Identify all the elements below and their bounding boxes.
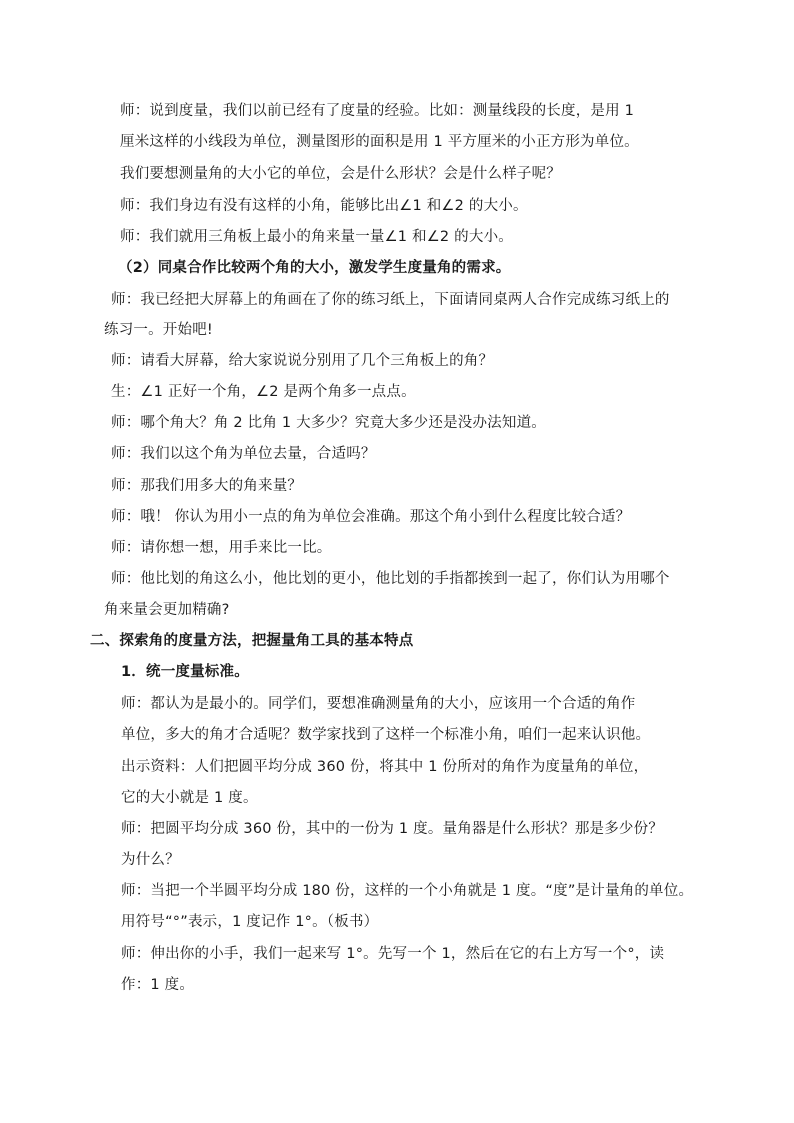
text-line-17: 角来量会更加精确? xyxy=(104,602,230,618)
text-line-5: 师：我们就用三角板上最小的角来量一量∠1 和∠2 的大小。 xyxy=(120,229,513,245)
text-line-29: 作：1 度。 xyxy=(121,977,195,993)
text-line-4: 师：我们身边有没有这样的小角，能够比出∠1 和∠2 的大小。 xyxy=(120,198,528,214)
text-line-14: 师：哦！ 你认为用小一点的角为单位会准确。那这个角小到什么程度比较合适？ xyxy=(111,509,631,525)
text-line-16: 师：他比划的角这么小，他比划的更小，他比划的手指都挨到一起了，你们认为用哪个 xyxy=(111,571,670,587)
text-line-27: 用符号“°”表示，1 度记作 1°。（板书） xyxy=(121,914,379,930)
text-line-22: 出示资料：人们把圆平均分成 360 份，将其中 1 份所对的角作为度量角的单位， xyxy=(121,759,649,775)
text-line-23: 它的大小就是 1 度。 xyxy=(121,790,258,806)
text-line-8: 练习一。开始吧! xyxy=(104,322,213,338)
text-line-25: 为什么？ xyxy=(121,852,180,868)
text-line-24: 师：把圆平均分成 360 份，其中的一份为 1 度。量角器是什么形状？那是多少份？ xyxy=(121,821,664,837)
text-line-10: 生：∠1 正好一个角，∠2 是两个角多一点点。 xyxy=(111,384,416,400)
text-line-13: 师：那我们用多大的角来量？ xyxy=(111,478,303,494)
text-line-15: 师：请你想一想，用手来比一比。 xyxy=(111,540,332,556)
text-line-12: 师：我们以这个角为单位去量，合适吗？ xyxy=(111,446,376,462)
text-line-11: 师：哪个角大？角 2 比角 1 大多少？究竟大多少还是没办法知道。 xyxy=(111,415,546,431)
text-line-26: 师：当把一个半圆平均分成 180 份，这样的一个小角就是 1 度。“度”是计量角的单位。 xyxy=(121,883,694,899)
subsection-heading-1: 1．统一度量标准。 xyxy=(121,664,249,680)
section-heading-2: （2）同桌合作比较两个角的大小，激发学生度量角的需求。 xyxy=(118,260,511,276)
text-line-9: 师：请看大屏幕，给大家说说分别用了几个三角板上的角？ xyxy=(111,353,494,369)
text-line-1: 师：说到度量，我们以前已经有了度量的经验。比如：测量线段的长度，是用 1 xyxy=(120,103,635,119)
text-line-7: 师：我已经把大屏幕上的角画在了你的练习纸上，下面请同桌两人合作完成练习纸上的 xyxy=(111,292,670,308)
text-line-21: 单位，多大的角才合适呢？数学家找到了这样一个标准小角，咱们一起来认识他。 xyxy=(121,727,651,743)
text-line-28: 师：伸出你的小手，我们一起来写 1°。先写一个 1，然后在它的右上方写一个°，读 xyxy=(121,946,665,962)
text-line-2: 厘米这样的小线段为单位，测量图形的面积是用 1 平方厘米的小正方形为单位。 xyxy=(120,134,639,150)
section-heading-main: 二、探索角的度量方法，把握量角工具的基本特点 xyxy=(90,633,414,649)
text-line-3: 我们要想测量角的大小它的单位，会是什么形状？会是什么样子呢？ xyxy=(120,166,561,182)
text-line-20: 师：都认为是最小的。同学们，要想准确测量角的大小，应该用一个合适的角作 xyxy=(121,696,636,712)
